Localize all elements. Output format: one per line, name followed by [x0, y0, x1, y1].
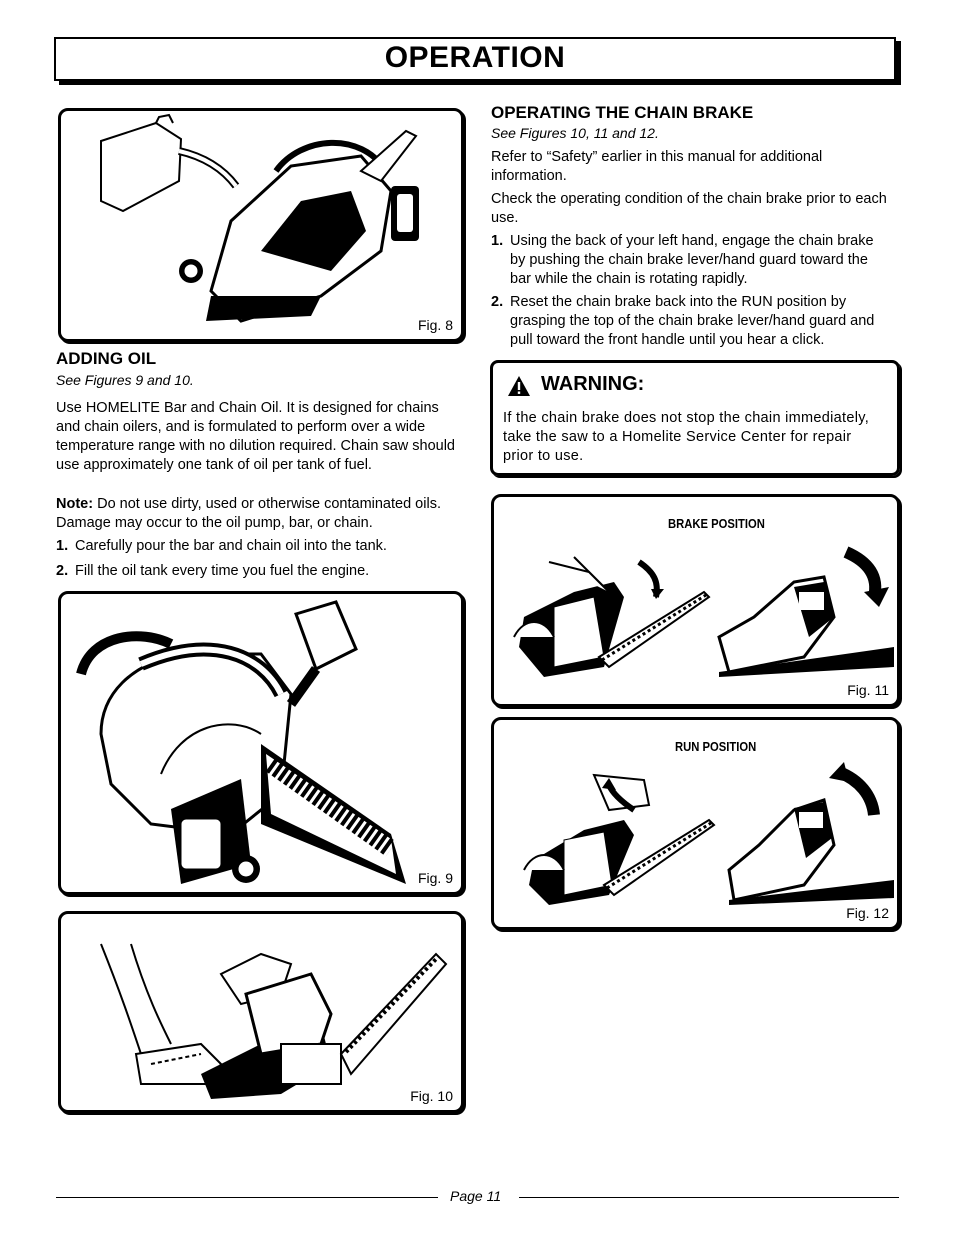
adding-oil-heading: ADDING OIL	[56, 349, 157, 368]
figure-caption: Fig. 9	[417, 870, 453, 886]
warning-text: If the chain brake does not stop the chain immediately, take the saw to a Homelite Service Center for repair prior to use.	[503, 410, 870, 464]
step-text: Using the back of your left hand, engage the chain brake by pushing the chain brake lever/hand guard toward the bar while the chain is rotating rapidly.	[510, 233, 874, 287]
page-title: OPERATION	[384, 41, 566, 74]
list-item	[491, 232, 885, 289]
run-position-illustration	[494, 720, 897, 927]
chain-brake-paragraph-2: Check the operating condition of the chain brake prior to each use.	[491, 191, 887, 226]
figure-caption: Fig. 10	[410, 1088, 453, 1104]
step-text: Carefully pour the bar and chain oil into the tank.	[75, 538, 387, 554]
figure-caption: Fig. 8	[417, 317, 453, 333]
chain-brake-heading: OPERATING THE CHAIN BRAKE	[491, 103, 754, 122]
adding-oil-see-figures: See Figures 9 and 10.	[56, 372, 194, 388]
figure-9	[58, 591, 464, 895]
adding-oil-paragraph: Use HOMELITE Bar and Chain Oil. It is designed for chains and chain oilers, and is formulated to perform over a wide temperature range with no dilution required. Chain saw should use approximately one tank of oil per tank of fuel.	[56, 400, 455, 473]
figure-11	[491, 494, 900, 707]
section-header	[54, 37, 896, 81]
warning-title: WARNING:	[541, 373, 645, 395]
step-text: Reset the chain brake back into the RUN position by grasping the top of the chain brake lever/hand guard and pull toward the front handle until you hear a click.	[510, 294, 875, 348]
figure-caption: Fig. 12	[846, 905, 889, 921]
footer-rule-right	[519, 1197, 899, 1198]
list-item	[56, 537, 460, 556]
list-item	[491, 293, 885, 350]
step-number: 2.	[491, 294, 504, 310]
step-number: 2.	[56, 563, 69, 579]
note-label: Note:	[56, 496, 94, 512]
chain-brake-see-figures: See Figures 10, 11 and 12.	[491, 125, 659, 141]
page-number: Page 11	[450, 1188, 502, 1204]
warning-triangle-icon	[507, 375, 531, 397]
list-item	[56, 562, 460, 581]
figure-12	[491, 717, 900, 930]
footer-rule-left	[56, 1197, 438, 1198]
adding-oil-note	[56, 495, 460, 533]
note-text: Do not use dirty, used or otherwise contaminated oils. Damage may occur to the oil pump, bar, or chain.	[56, 496, 441, 531]
chainsaw-oil-fill-illustration	[61, 111, 461, 339]
figure-10	[58, 911, 464, 1113]
warning-box	[490, 360, 900, 476]
brake-position-label: BRAKE POSITION	[668, 517, 765, 531]
step-text: Fill the oil tank every time you fuel the engine.	[75, 563, 370, 579]
figure-caption: Fig. 11	[847, 682, 889, 698]
chain-brake-paragraph-1: Refer to “Safety” earlier in this manual for additional information.	[491, 149, 823, 184]
chainsaw-oil-tank-illustration	[61, 594, 461, 892]
chainsaw-starting-position-illustration	[61, 914, 461, 1110]
step-number: 1.	[491, 233, 504, 249]
run-position-label: RUN POSITION	[675, 740, 757, 754]
brake-position-illustration	[494, 497, 897, 704]
figure-8	[58, 108, 464, 342]
step-number: 1.	[56, 538, 69, 554]
